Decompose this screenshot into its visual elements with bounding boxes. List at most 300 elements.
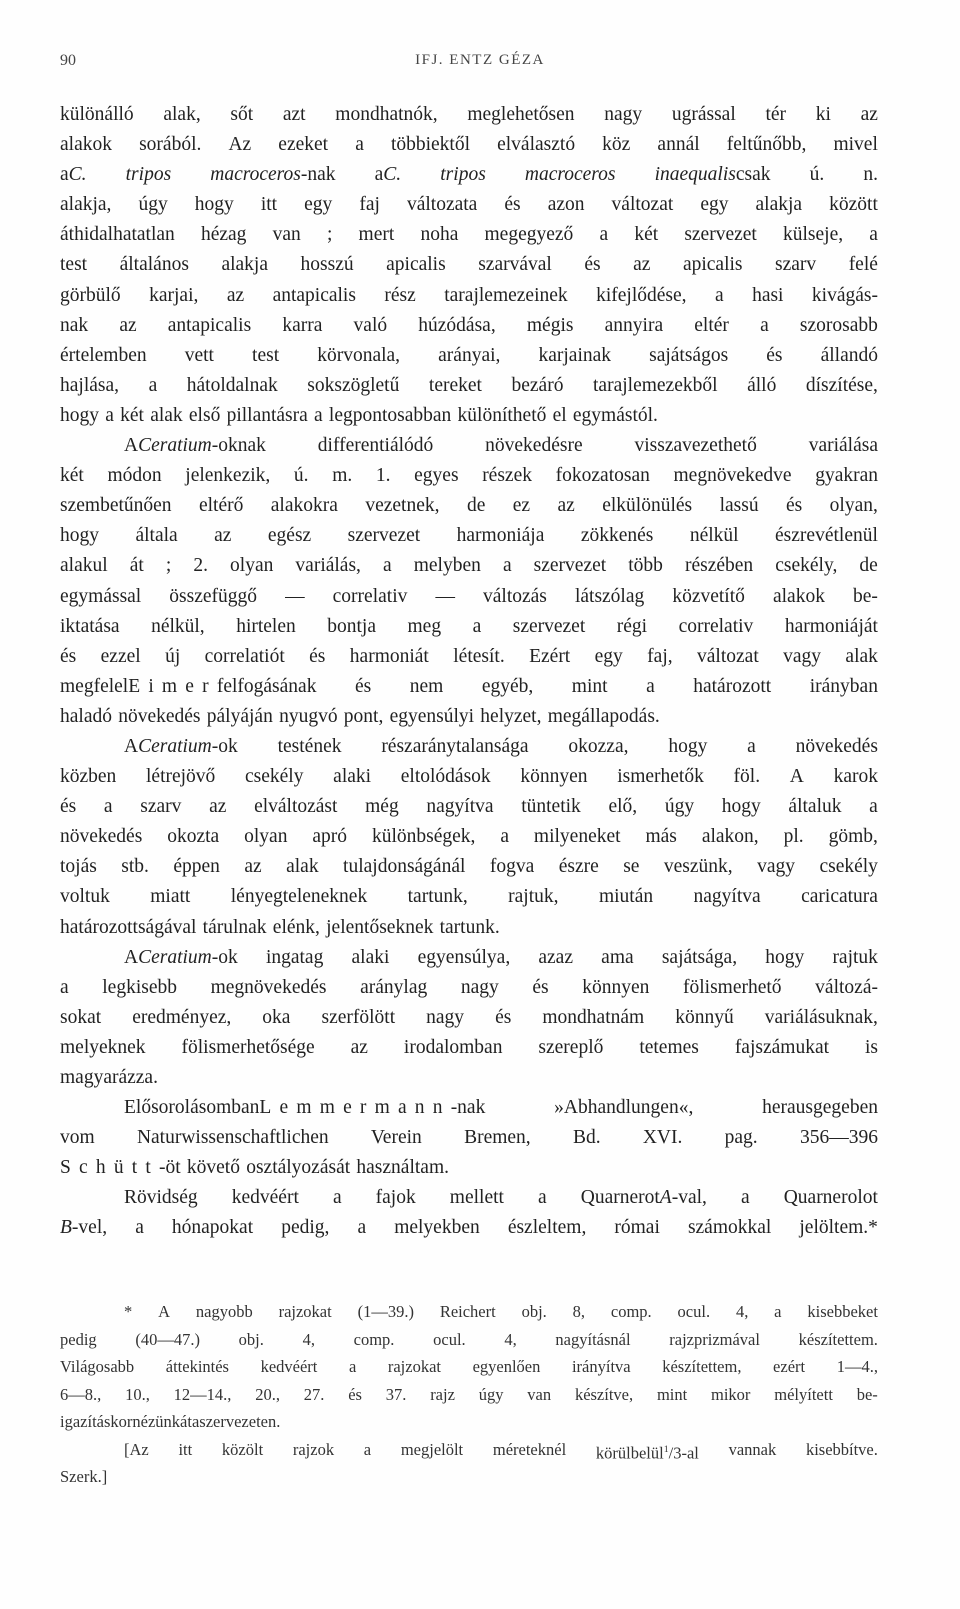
footnote-line — [60, 1326, 878, 1354]
word: ElősorolásombanLemmermann-nak — [124, 1097, 486, 1119]
word: jelentőseknek — [326, 916, 434, 938]
word: szervezeten. — [199, 1412, 281, 1431]
word: szervezet — [512, 615, 586, 637]
word: variálásuknak, — [764, 1006, 878, 1028]
word: áttekintés — [165, 1357, 229, 1376]
word: irodalomban — [403, 1036, 503, 1058]
word: 4, — [735, 1302, 749, 1321]
word: variálása — [808, 435, 878, 457]
word: pont, — [343, 705, 384, 727]
word: ingatag — [265, 946, 324, 968]
word: pillantásra — [226, 404, 308, 426]
word: tér — [765, 104, 787, 125]
word: Reichert — [439, 1302, 496, 1321]
word: pályáján — [206, 705, 273, 727]
word: sokszögletű — [307, 374, 400, 396]
text-line — [60, 582, 878, 612]
word: lassú — [719, 495, 759, 517]
word: fölismerhető — [683, 976, 782, 998]
word: és — [785, 495, 803, 517]
word: úgy — [664, 796, 695, 818]
word: ACeratium-ok — [124, 735, 238, 757]
word: még — [365, 796, 399, 818]
word: föl. — [733, 766, 761, 788]
word: csekély — [245, 766, 304, 788]
word: Szerk.] — [60, 1467, 108, 1486]
word: nyugvó — [279, 705, 338, 727]
word: bontja — [327, 615, 376, 637]
word: alak, — [163, 104, 201, 125]
word: ; — [165, 555, 172, 577]
text-line — [60, 431, 878, 461]
word: el — [552, 404, 567, 426]
word: macroceros — [524, 164, 616, 186]
word: Ezért — [529, 645, 571, 667]
word: alak — [150, 404, 183, 426]
word: szervezet — [684, 224, 757, 246]
word: elkülönülés — [602, 495, 693, 517]
word: osztályozását — [246, 1157, 351, 1179]
word: és — [766, 344, 783, 366]
word: módon — [107, 465, 162, 487]
word: — — [435, 585, 455, 607]
word: részek — [482, 465, 532, 487]
word: a — [599, 224, 609, 246]
word: észre — [558, 856, 599, 878]
word: rajtuk — [832, 946, 878, 968]
word: fölismerhetősége — [181, 1036, 315, 1058]
word: méreteknél — [492, 1439, 567, 1459]
word: vagy — [757, 856, 796, 878]
page-number: 90 — [60, 52, 76, 69]
word: haladó — [60, 705, 112, 727]
word: — — [285, 585, 305, 607]
word: az — [244, 856, 262, 878]
word: és — [60, 645, 77, 667]
word: be- — [853, 585, 878, 607]
word: pedig, — [281, 1217, 330, 1239]
text-line — [60, 882, 878, 912]
word: az — [209, 796, 227, 818]
word: változá- — [815, 976, 878, 998]
word: elválasztó — [497, 134, 576, 156]
word: elénk, — [272, 916, 320, 938]
word: két — [120, 404, 144, 426]
text-line — [60, 281, 878, 311]
word: rajzokat — [387, 1357, 441, 1376]
word: nélkül — [689, 525, 739, 547]
word: Bremen, — [464, 1127, 531, 1149]
word: comp. — [610, 1302, 652, 1321]
word: egyensúlyi — [389, 705, 475, 727]
word: itt — [260, 194, 278, 216]
word: harmoniája — [456, 525, 545, 547]
word: azaz — [538, 946, 573, 968]
word: Verein — [370, 1127, 422, 1149]
word: határozott — [693, 675, 772, 697]
word: kedvéért — [231, 1187, 299, 1209]
word: az — [350, 1036, 368, 1058]
word: és — [309, 645, 326, 667]
word: nagyobb — [195, 1302, 253, 1321]
word: iktatása — [60, 615, 120, 637]
word: mellett — [449, 1187, 504, 1209]
text-line — [60, 943, 878, 973]
word: át — [129, 555, 144, 577]
word: eredményez, — [132, 1006, 232, 1028]
word: számokkal — [687, 1217, 772, 1239]
word: nak — [60, 314, 89, 336]
word: Világosabb — [60, 1357, 135, 1376]
word: veszünk, — [663, 856, 733, 878]
word: a — [355, 134, 364, 156]
word: faj — [359, 194, 380, 216]
word: a — [103, 796, 113, 818]
word: határozottságával — [60, 916, 197, 938]
word: 2. — [193, 555, 208, 577]
word: sajátságos — [649, 344, 729, 366]
word: A — [789, 766, 804, 788]
word: ACeratium-ok — [124, 946, 238, 968]
word: arányai, — [438, 344, 501, 366]
word: a — [740, 1187, 750, 1209]
word: tartunk. — [439, 916, 500, 938]
word: összefüggő — [169, 585, 258, 607]
word: egyensúlya, — [417, 946, 511, 968]
word: m. — [332, 465, 353, 487]
word: comp. — [353, 1329, 395, 1349]
word: szervezet — [347, 525, 421, 547]
word: megnövekedve — [673, 465, 792, 487]
word: alakul — [60, 555, 108, 577]
text-line — [60, 371, 878, 401]
word: sajátsága, — [661, 946, 738, 968]
word: vagy — [783, 645, 822, 667]
text-line — [60, 491, 878, 521]
word: correlatiót — [204, 645, 285, 667]
word: rész — [384, 284, 416, 306]
word: herausgegeben — [762, 1097, 878, 1119]
word: ú. — [809, 164, 825, 186]
word: alakja — [221, 254, 268, 276]
word: 8, — [572, 1302, 586, 1321]
text-line — [60, 1153, 878, 1183]
word: növekedés — [118, 705, 201, 727]
word: új — [165, 645, 181, 667]
word: ACeratium-oknak — [124, 435, 266, 457]
text-line — [60, 1063, 878, 1093]
word: eltolódások — [400, 766, 491, 788]
word: különálló — [60, 104, 134, 125]
word: »Abhandlungen«, — [554, 1097, 694, 1119]
word: [Az — [124, 1439, 149, 1459]
word: más — [645, 826, 677, 848]
word: Az — [228, 134, 252, 156]
word: egy — [700, 194, 729, 216]
word: különbségek, — [371, 826, 476, 848]
word: szarv — [140, 796, 182, 818]
word: olyan — [244, 826, 288, 848]
word: ú. — [293, 465, 309, 487]
word: de — [466, 495, 486, 517]
word: rajzprizmával — [669, 1329, 760, 1349]
text-line — [60, 642, 878, 672]
word: ismerhetők — [617, 766, 704, 788]
word: oka — [262, 1006, 291, 1028]
word: első — [188, 404, 221, 426]
text-line — [60, 100, 878, 130]
word: visszavezethető — [634, 435, 757, 457]
word: hogy — [668, 735, 708, 757]
word: lényegteleneknek — [230, 886, 368, 908]
word: faj, — [647, 645, 673, 667]
word: kifejlődése, — [596, 284, 687, 306]
word: is — [864, 1036, 878, 1058]
word: nélkül, — [151, 615, 205, 637]
running-head: IFJ. ENTZ GÉZA — [415, 52, 545, 68]
word: köz — [602, 134, 631, 156]
footnote — [60, 1298, 878, 1491]
word: bezáró — [511, 374, 564, 396]
word: hátoldalnak — [186, 374, 278, 396]
word: szerfölött — [321, 1006, 396, 1028]
text-line — [60, 792, 878, 822]
word: díszítése, — [805, 374, 878, 396]
word: a — [191, 1412, 200, 1431]
word: tárulnak — [202, 916, 267, 938]
word: QuarnerotA-val, — [580, 1187, 707, 1209]
word: a — [332, 1187, 342, 1209]
word: értelemben — [60, 344, 147, 366]
word: nagyítva — [693, 886, 761, 908]
word: húzódása, — [418, 314, 496, 336]
word: n. — [863, 164, 878, 186]
text-line — [60, 1183, 878, 1213]
word: kisebbítve. — [805, 1439, 878, 1459]
word: egymással — [60, 585, 142, 607]
word: a — [105, 404, 114, 426]
word: 12—14., — [173, 1384, 232, 1404]
word: itt — [178, 1439, 193, 1459]
word: változata — [406, 194, 478, 216]
text-line — [60, 250, 878, 280]
word: jelenkezik, — [185, 465, 271, 487]
word: készítettem. — [798, 1329, 878, 1349]
word: obj. — [521, 1302, 547, 1321]
word: pedig — [60, 1329, 97, 1349]
word: * — [124, 1302, 133, 1321]
word: megállapodás. — [547, 705, 660, 727]
word: nagyításnál — [555, 1329, 631, 1349]
word: elváltozást — [254, 796, 338, 818]
word: egy — [594, 645, 623, 667]
word: a — [869, 796, 878, 818]
word: álló — [747, 374, 777, 396]
word: melyeknek — [60, 1036, 146, 1058]
word: tartunk, — [407, 886, 468, 908]
word: mikor — [711, 1384, 751, 1404]
word: elő, — [608, 796, 638, 818]
word: általános — [119, 254, 189, 276]
word: correlativ — [678, 615, 754, 637]
word: fajok — [375, 1187, 416, 1209]
word: ; — [326, 224, 333, 246]
word: alakok — [60, 134, 112, 156]
word: hirtelen — [236, 615, 296, 637]
text-line — [60, 852, 878, 882]
word: azon — [547, 194, 585, 216]
word: alakok — [772, 585, 825, 607]
word: ama — [601, 946, 634, 968]
word: hajlása, — [60, 374, 120, 396]
word: tulajdonságánál — [343, 856, 466, 878]
word: létesít. — [453, 645, 505, 667]
word: irányban — [809, 675, 878, 697]
word: szarvával — [478, 254, 552, 276]
text-line — [60, 311, 878, 341]
word: tripos — [125, 164, 172, 186]
word: és — [354, 675, 372, 697]
word: a — [60, 976, 69, 998]
word: Rövidség — [124, 1187, 198, 1209]
text-line — [60, 551, 878, 581]
word: a — [500, 826, 509, 848]
word: és — [60, 796, 77, 818]
word: nagy — [426, 1006, 465, 1028]
word: aC. — [374, 164, 402, 186]
word: megnövekedés — [210, 976, 327, 998]
word: az — [557, 495, 575, 517]
word: szembetűnően — [60, 495, 172, 517]
word: alakja — [755, 194, 803, 216]
word: tarajlemezekből — [593, 374, 718, 396]
word: az — [226, 284, 245, 306]
word: több — [628, 555, 663, 577]
word: gömb, — [828, 826, 878, 848]
word: szarv — [775, 254, 817, 276]
word: a — [135, 1217, 144, 1239]
word: Schütt-öt — [60, 1157, 181, 1179]
word: antapicalis — [167, 314, 252, 336]
word: melyekben — [394, 1217, 480, 1239]
word: okozza, — [568, 735, 629, 757]
word: hasi — [752, 284, 784, 306]
word: két — [634, 224, 659, 246]
word: körvonala, — [317, 344, 401, 366]
text-line — [60, 401, 878, 431]
word: változás — [483, 585, 547, 607]
word: mélyített — [774, 1384, 833, 1404]
word: ezzel — [100, 645, 141, 667]
word: XVI. — [642, 1127, 683, 1149]
word: vom — [60, 1127, 95, 1149]
word: és — [504, 194, 521, 216]
word: macroceros-nak — [210, 164, 336, 186]
footnote-line — [60, 1436, 878, 1464]
word: hogy — [765, 946, 805, 968]
word: egymástól. — [572, 404, 658, 426]
word: két — [60, 465, 84, 487]
word: az — [119, 314, 137, 336]
word: apró — [312, 826, 348, 848]
word: a — [357, 1217, 367, 1239]
word: csekély — [819, 856, 878, 878]
word: hogy — [194, 194, 234, 216]
word: nagy — [604, 104, 643, 125]
word: sorából. — [139, 134, 202, 156]
word: és — [532, 976, 549, 998]
word: Naturwissenschaftlichen — [136, 1127, 329, 1149]
word: át — [180, 1412, 192, 1431]
word: hézag — [200, 224, 247, 246]
word: tüntetik — [521, 796, 581, 818]
word: állandó — [820, 344, 878, 366]
word: tereket — [428, 374, 482, 396]
word: csekély, — [775, 555, 838, 577]
word: alaki — [333, 766, 372, 788]
word: eltérő — [198, 495, 244, 517]
word: miután — [598, 886, 654, 908]
word: megfelelEimerfelfogásának — [60, 675, 317, 697]
word: 37. — [385, 1384, 407, 1404]
word: a — [348, 1357, 357, 1376]
word: voltuk — [60, 886, 110, 908]
word: éppen — [173, 856, 220, 878]
word: részében — [684, 555, 754, 577]
word: felé — [848, 254, 878, 276]
text-line — [60, 461, 878, 491]
word: mert — [358, 224, 395, 246]
word: nagyítva — [426, 796, 494, 818]
word: test — [60, 254, 88, 276]
word: karjainak — [538, 344, 612, 366]
word: vett — [184, 344, 214, 366]
word: rajzokat — [278, 1302, 332, 1321]
text-line — [60, 1213, 878, 1243]
word: 10., — [125, 1384, 150, 1404]
word: 1—4., — [836, 1357, 878, 1376]
word: legpontosabban — [328, 404, 452, 426]
word: irányítva — [571, 1357, 631, 1376]
word: egy — [304, 194, 333, 216]
word: hónapokat — [171, 1217, 254, 1239]
word: meglehetősen — [467, 104, 575, 125]
word: 20., — [255, 1384, 280, 1404]
word: a — [747, 735, 756, 757]
word: legkisebb — [102, 976, 177, 998]
word: aC. — [60, 164, 87, 186]
word: fokozatosan — [555, 465, 650, 487]
word: pag. — [724, 1127, 758, 1149]
text-line — [60, 1093, 878, 1123]
text-line — [60, 190, 878, 220]
word: ugrással — [671, 104, 736, 125]
word: melyben — [413, 555, 481, 577]
word: és — [584, 254, 601, 276]
word: körülbelül$^1$/3-al — [595, 1443, 699, 1462]
word: meg — [407, 615, 442, 637]
word: hosszú — [300, 254, 354, 276]
word: szervezet — [533, 555, 607, 577]
text-line — [60, 1123, 878, 1153]
word: a — [363, 1439, 372, 1459]
word: igazításkor — [60, 1412, 133, 1431]
word: differentiálódó — [317, 435, 434, 457]
text-line — [60, 672, 878, 702]
word: antapicalis — [272, 284, 356, 306]
word: fogva — [489, 856, 535, 878]
word: rajtuk, — [508, 886, 559, 908]
